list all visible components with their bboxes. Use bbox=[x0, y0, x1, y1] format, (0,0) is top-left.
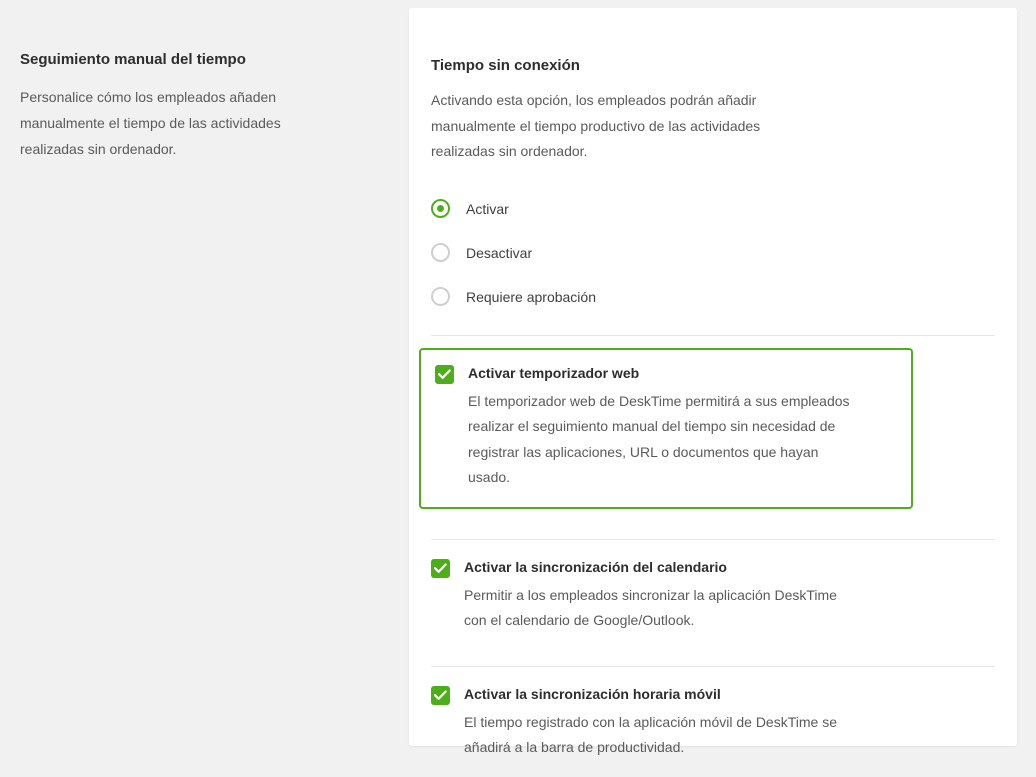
checkbox-checked-icon[interactable] bbox=[435, 365, 454, 384]
option-title-temporizador-web: Activar temporizador web bbox=[468, 364, 640, 381]
checkbox-checked-icon[interactable] bbox=[431, 559, 450, 578]
section-title-offline-time: Tiempo sin conexión bbox=[431, 57, 580, 74]
option-body bbox=[464, 558, 995, 634]
page-title: Seguimiento manual del tiempo bbox=[20, 51, 246, 68]
offline-time-radio-group[interactable] bbox=[431, 187, 995, 319]
option-activar-temporizador-web[interactable] bbox=[419, 348, 913, 509]
settings-card bbox=[409, 8, 1017, 755]
radio-option-desactivar[interactable] bbox=[431, 231, 995, 275]
radio-option-activar[interactable] bbox=[431, 187, 995, 231]
option-sincronizacion-horaria-movil[interactable] bbox=[431, 667, 995, 777]
checkbox-checked-icon[interactable] bbox=[431, 686, 450, 705]
page-description: Personalice cómo los empleados añaden manualmente el tiempo de las actividades realizadas sin ordenador. bbox=[20, 89, 281, 157]
option-sincronizacion-calendario[interactable] bbox=[431, 540, 995, 650]
radio-option-requiere-aprobacion[interactable] bbox=[431, 275, 995, 319]
option-body bbox=[464, 685, 995, 761]
option-description-temporizador-web: El temporizador web de DeskTime permitirá a sus empleados realizar el seguimiento manual del tiempo sin necesidad de registrar las aplicaciones, URL o documentos que hayan usado. bbox=[468, 392, 850, 485]
radio-label-activar: Activar bbox=[466, 200, 509, 217]
spacer bbox=[431, 509, 995, 523]
option-body bbox=[468, 364, 897, 491]
radio-selected-icon bbox=[431, 199, 450, 218]
option-title-sincronizacion-calendario: Activar la sincronización del calendario bbox=[464, 558, 727, 575]
radio-unselected-icon bbox=[431, 287, 450, 306]
radio-label-desactivar: Desactivar bbox=[466, 244, 533, 261]
radio-label-requiere-aprobacion: Requiere aprobación bbox=[466, 288, 596, 305]
divider bbox=[431, 335, 995, 336]
section-description-offline-time: Activando esta opción, los empleados podrán añadir manualmente el tiempo productivo de las actividades realizadas sin ordenador. bbox=[431, 92, 761, 159]
left-description-panel bbox=[20, 50, 350, 162]
radio-unselected-icon bbox=[431, 243, 450, 262]
option-title-sincronizacion-horaria-movil: Activar la sincronización horaria móvil bbox=[464, 685, 721, 702]
option-description-sincronizacion-horaria-movil: El tiempo registrado con la aplicación móvil de DeskTime se añadirá a la barra de productividad. bbox=[464, 713, 837, 755]
option-description-sincronizacion-calendario: Permitir a los empleados sincronizar la aplicación DeskTime con el calendario de Google/Outlook. bbox=[464, 586, 837, 628]
